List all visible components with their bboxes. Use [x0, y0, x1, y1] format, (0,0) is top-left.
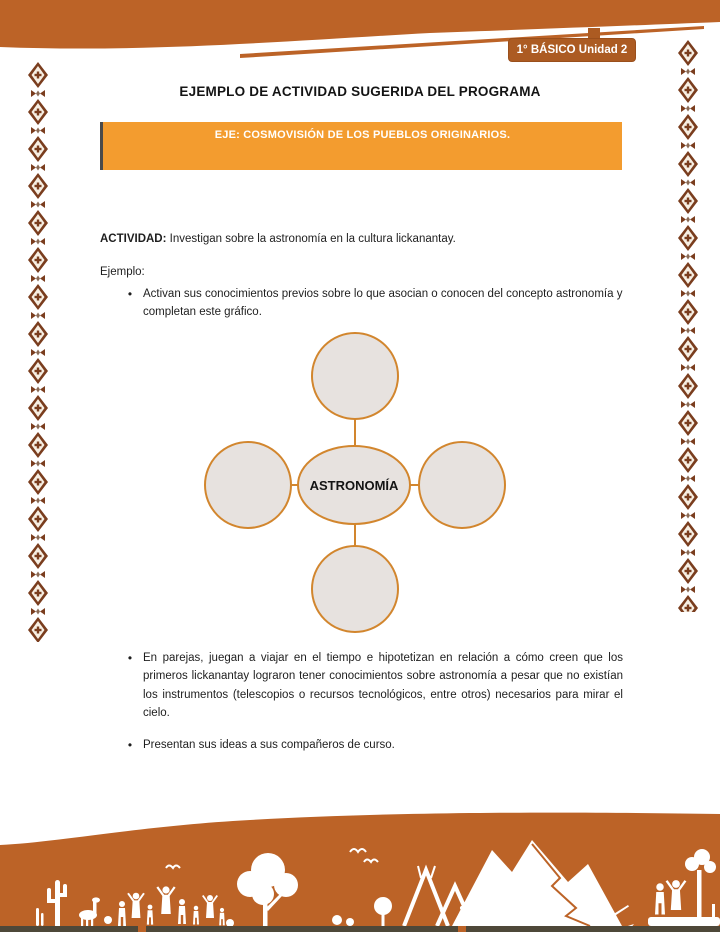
diagram-node-left: [205, 442, 291, 528]
activity-label: ACTIVIDAD:: [100, 233, 167, 245]
bullet-item: [117, 649, 623, 723]
bullet-text: Activan sus conocimientos previos sobre lo que asocian o conocen del concepto astronomía y completan este gráfico.: [143, 288, 623, 319]
bullet-text: Presentan sus ideas a sus compañeros de curso.: [143, 739, 395, 751]
diagram-node-right: [419, 442, 505, 528]
eje-banner: [100, 122, 622, 170]
andean-border-pattern-right: [678, 40, 698, 612]
diagram-center-label: ASTRONOMÍA: [309, 478, 399, 493]
diagram-node-top: [312, 333, 398, 419]
unit-level-badge-label: 1° BÁSICO Unidad 2: [516, 44, 628, 56]
unit-level-badge: [508, 38, 636, 62]
andean-border-pattern-left: [28, 62, 48, 642]
footer-ground-strip: [0, 926, 720, 932]
diagram-node-bottom: [312, 546, 398, 632]
concept-map-diagram: [180, 325, 520, 640]
bullet-item: [117, 285, 623, 322]
activity-text: Investigan sobre la astronomía en la cultura lickanantay.: [166, 233, 456, 245]
eje-banner-label: EJE: COSMOVISIÓN DE LOS PUEBLOS ORIGINARIOS.: [214, 129, 511, 141]
example-label: Ejemplo:: [100, 266, 145, 278]
footer-landscape-illustration: [0, 812, 720, 932]
page-title: EJEMPLO DE ACTIVIDAD SUGERIDA DEL PROGRAMA: [179, 84, 541, 99]
bullet-marker: [117, 649, 143, 723]
bullet-text: En parejas, juegan a viajar en el tiempo e hipotetizan en relación a cómo creen que los primeros lickanantay lograron tener conocimientos sobre astronomía a pesar que no existían los instrumentos (telescopios o recursos tecnológicos, entre otros) necesarios para mirar el cielo.: [143, 652, 623, 720]
bullet-item: [117, 736, 623, 755]
bullet-marker: [117, 285, 143, 322]
activity-line: [100, 230, 622, 248]
bullet-marker: [117, 736, 143, 755]
